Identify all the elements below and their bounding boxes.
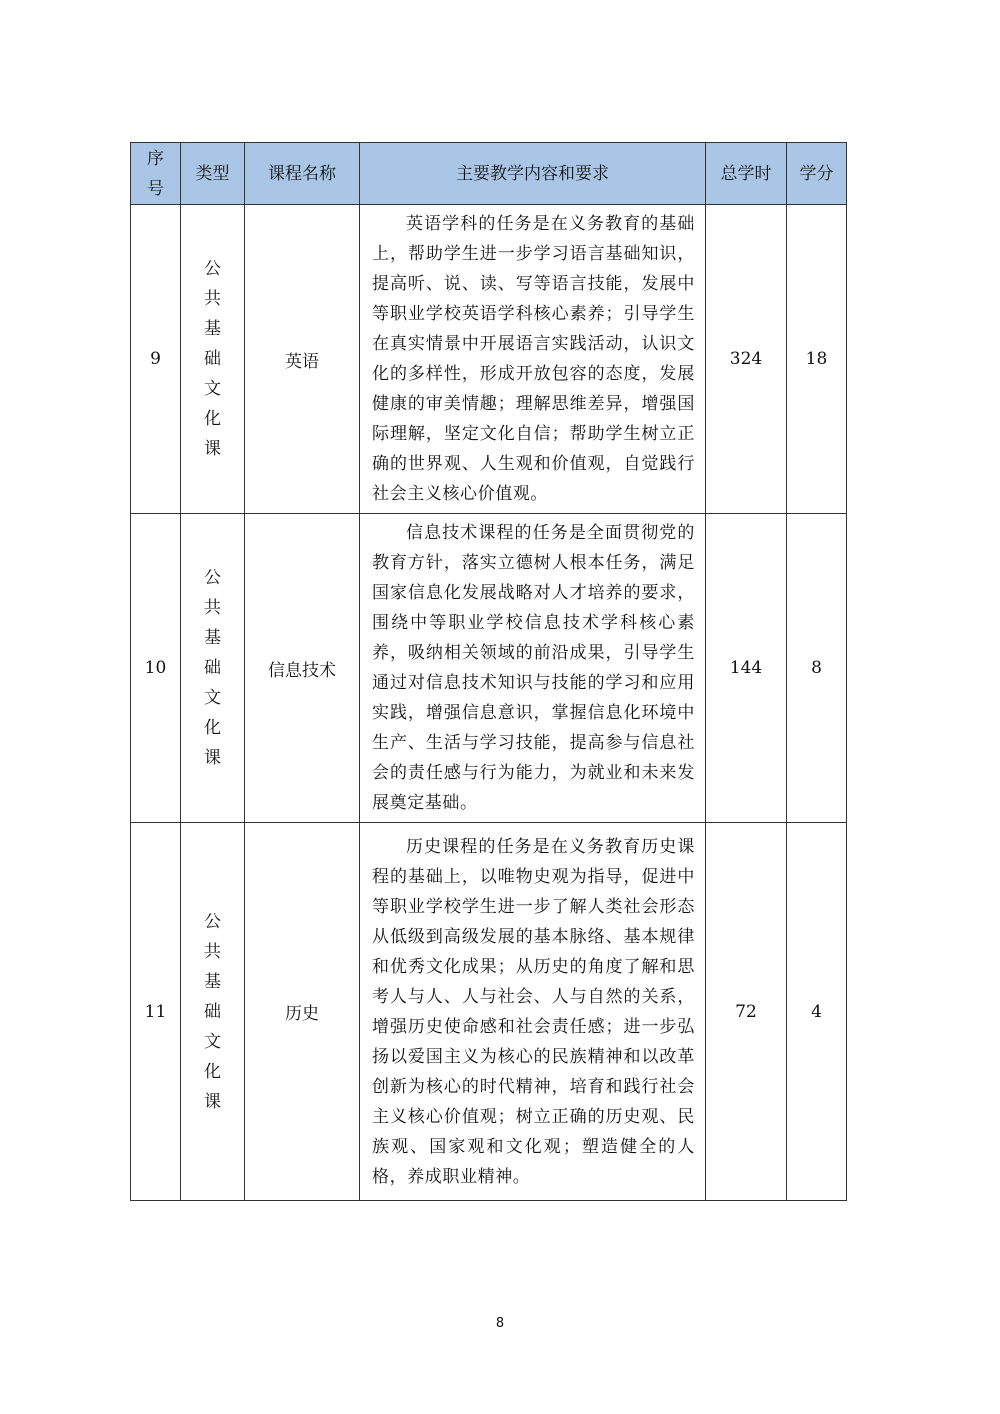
header-type: 类型	[181, 143, 245, 205]
cell-content: 信息技术课程的任务是全面贯彻党的教育方针，落实立德树人根本任务，满足国家信息化发展战略对人才培养的要求，围绕中等职业学校信息技术学科核心素养，吸纳相关领域的前沿成果，引导学生通过对信息技术知识与技能的学习和应用实践，增强信息意识，掌握信息化环境中生产、生活与学习技能，提高参与信息社会的责任感与行为能力，为就业和未来发展奠定基础。	[360, 514, 706, 823]
header-no: 序号	[131, 143, 181, 205]
table-row	[131, 205, 847, 514]
header-content: 主要教学内容和要求	[360, 143, 706, 205]
header-name: 课程名称	[245, 143, 360, 205]
cell-hours: 72	[706, 823, 787, 1201]
cell-credits: 4	[787, 823, 847, 1201]
page-number: 8	[495, 1316, 505, 1331]
cell-no: 9	[131, 205, 181, 514]
cell-no: 10	[131, 514, 181, 823]
course-table	[130, 142, 847, 1201]
table-row	[131, 823, 847, 1201]
cell-no: 11	[131, 823, 181, 1201]
cell-name: 历史	[245, 823, 360, 1201]
cell-content: 英语学科的任务是在义务教育的基础上，帮助学生进一步学习语言基础知识，提高听、说、读、写等语言技能，发展中等职业学校英语学科核心素养；引导学生在真实情景中开展语言实践活动，认识文化的多样性，形成开放包容的态度，发展健康的审美情趣；理解思维差异，增强国际理解，坚定文化自信；帮助学生树立正确的世界观、人生观和价值观，自觉践行社会主义核心价值观。	[360, 205, 706, 514]
header-credits: 学分	[787, 143, 847, 205]
cell-hours: 144	[706, 514, 787, 823]
cell-credits: 18	[787, 205, 847, 514]
header-hours: 总学时	[706, 143, 787, 205]
table-row	[131, 514, 847, 823]
cell-hours: 324	[706, 205, 787, 514]
cell-credits: 8	[787, 514, 847, 823]
cell-content: 历史课程的任务是在义务教育历史课程的基础上，以唯物史观为指导，促进中等职业学校学生进一步了解人类社会形态从低级到高级发展的基本脉络、基本规律和优秀文化成果；从历史的角度了解和思考人与人、人与社会、人与自然的关系，增强历史使命感和社会责任感；进一步弘扬以爱国主义为核心的民族精神和以改革创新为核心的时代精神，培育和践行社会主义核心价值观；树立正确的历史观、民族观、国家观和文化观；塑造健全的人格，养成职业精神。	[360, 823, 706, 1201]
table-header-row	[131, 143, 847, 205]
cell-type: 公共基础文化课	[181, 823, 245, 1201]
cell-name: 英语	[245, 205, 360, 514]
cell-type: 公共基础文化课	[181, 205, 245, 514]
cell-type: 公共基础文化课	[181, 514, 245, 823]
cell-name: 信息技术	[245, 514, 360, 823]
